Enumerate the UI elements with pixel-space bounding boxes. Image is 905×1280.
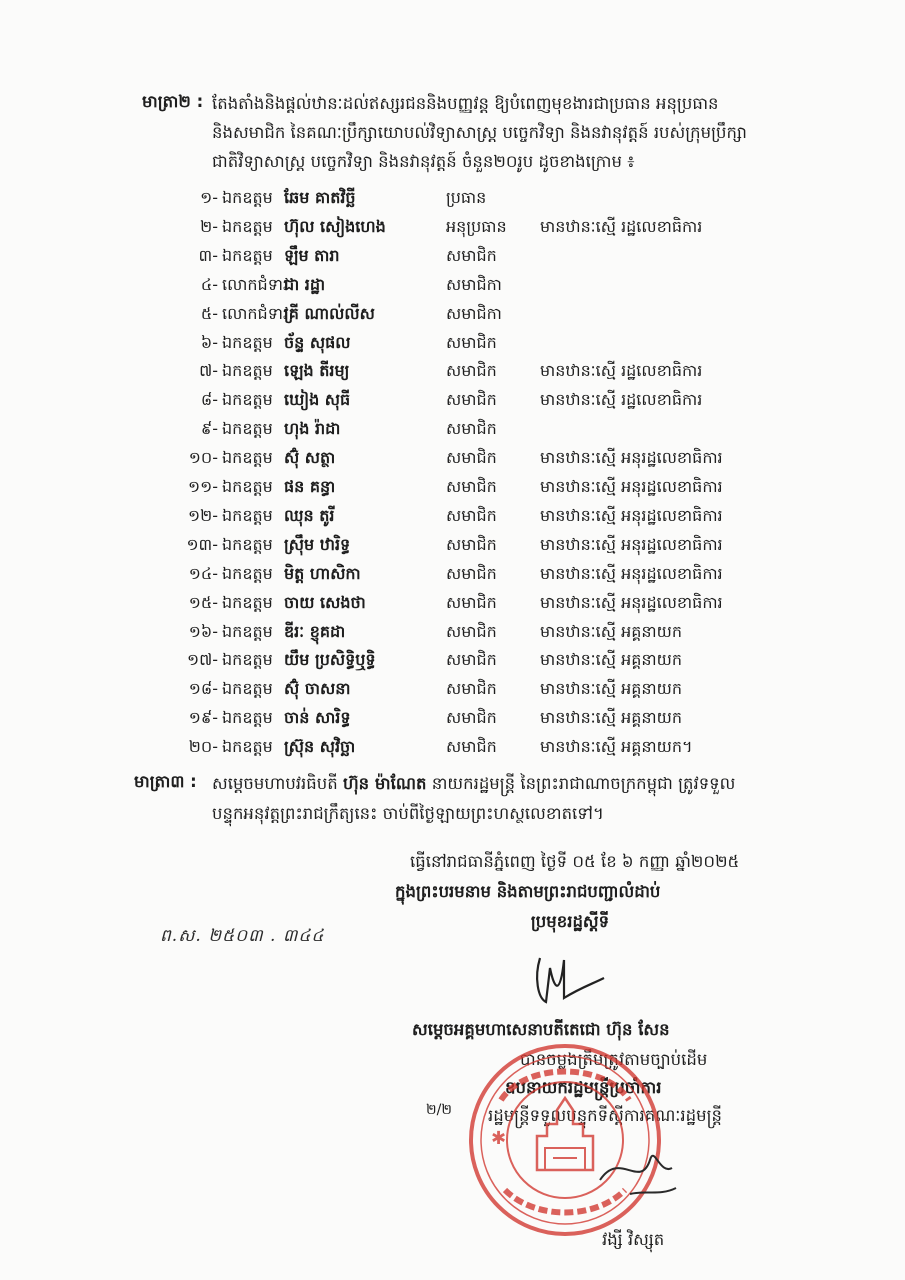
member-name: យឹម ប្រសិទ្ធិឬទ្ធិ (284, 650, 376, 670)
member-number: ៨- (200, 390, 218, 410)
prime-minister-name: ហ៊ុន ម៉ាណែត (342, 774, 427, 793)
member-title: ឯកឧត្តម (222, 245, 273, 265)
member-row (0, 183, 905, 212)
member-title: ឯកឧត្តម (222, 737, 273, 757)
member-rank: មានឋានៈស្មើ អនុរដ្ឋលេខាធិការ (540, 534, 723, 554)
member-name: មិត្ត ហាសិកា (284, 563, 361, 583)
member-number: ២០- (188, 737, 218, 757)
member-name: ច័ន្ទ សុផល (284, 332, 351, 352)
date-line: ធ្វើនៅរាជធានីភ្នំពេញ ថ្ងៃទី ០៥ ខែ ៦ កញ្ញា ឆ្នាំ២០២៥ (410, 852, 740, 871)
member-title: ឯកឧត្តម (222, 650, 273, 670)
member-title: ឯកឧត្តម (222, 563, 273, 583)
member-role: សមាជិក (446, 534, 497, 554)
member-row (0, 241, 905, 270)
member-name: ឡេង តីរម្យ (284, 361, 350, 381)
member-row (0, 356, 905, 385)
member-title: ឯកឧត្តម (222, 621, 273, 641)
signature-mark (520, 948, 610, 1010)
member-number: ១១- (188, 477, 218, 496)
member-row (0, 645, 905, 674)
member-title: លោកជំទាវ (222, 303, 289, 323)
member-name: ហ៊ុល សៀងហេង (284, 216, 386, 236)
member-title: ឯកឧត្តម (222, 448, 273, 468)
member-name: ស្រ៊ឹម ឋារិទ្ធ (284, 534, 351, 554)
member-title: ឯកឧត្តម (222, 534, 273, 554)
member-row (0, 732, 905, 761)
member-role: សមាជិក (446, 650, 497, 670)
article-3-pre: សម្តេចមហាបវរធិបតី (212, 774, 338, 793)
member-name: ផន គន្ធា (284, 477, 336, 496)
member-rank: មានឋានៈស្មើ អនុរដ្ឋលេខាធិការ (540, 592, 723, 612)
member-name: ឆែម គាតវិច្ឆី (284, 188, 356, 207)
member-number: ១៨- (188, 679, 218, 699)
member-title: ឯកឧត្តម (222, 679, 273, 699)
member-rank: មានឋានៈស្មើ រដ្ឋលេខាធិការ (540, 361, 703, 381)
member-number: ១២- (188, 505, 218, 525)
member-title: ឯកឧត្តម (222, 332, 273, 352)
member-title: ឯកឧត្តម (222, 361, 273, 381)
member-role: សមាជិក (446, 361, 497, 381)
on-behalf-line: ក្នុងព្រះបរមនាម និងតាមព្រះរាជបញ្ជាលំដាប់ (395, 882, 661, 901)
member-number: ១៧- (186, 650, 218, 670)
member-row (0, 414, 905, 443)
member-number: ១៥- (188, 592, 218, 612)
member-name: ជា រដ្ឋា (284, 274, 326, 294)
member-name: ហុង រ៉ាដា (284, 419, 341, 439)
member-number: ៦- (200, 332, 218, 352)
article-2-line-1: តែងតាំងនិងផ្តល់ឋានៈដល់ឥស្សរជននិងបញ្ញវន្ត ឱ្យបំពេញមុខងារជាប្រធាន អនុប្រធាន (212, 94, 719, 113)
member-role: សមាជិក (446, 448, 497, 468)
member-rank: មានឋានៈស្មើ រដ្ឋលេខាធិការ (540, 216, 703, 236)
member-title: ឯកឧត្តម (222, 216, 273, 236)
member-title: ឯកឧត្តម (222, 592, 273, 612)
certified-copy: បានចម្លងត្រឹមត្រូវតាមច្បាប់ដើម (520, 1050, 708, 1069)
member-role: សមាជិក (446, 419, 497, 439)
member-row (0, 674, 905, 703)
chair-title: ប្រមុខរដ្ឋស្តីទី (530, 912, 610, 931)
member-name: ចាយ សេងថា (284, 592, 366, 612)
member-rank: មានឋានៈស្មើ អគ្គនាយក (540, 650, 682, 670)
page-number: ២/២ (426, 1102, 452, 1118)
member-name: ឈុន តូរី (284, 505, 335, 525)
member-role: សមាជិក (446, 332, 497, 352)
member-role: សមាជិក (446, 592, 497, 612)
member-number: ១៩- (188, 708, 218, 728)
member-rank: មានឋានៈស្មើ អនុរដ្ឋលេខាធិការ (540, 448, 723, 468)
member-row (0, 299, 905, 328)
member-title: ឯកឧត្តម (222, 708, 273, 728)
member-rank: មានឋានៈស្មើ អគ្គនាយក (540, 679, 682, 699)
member-number: ៩- (200, 419, 218, 439)
member-title: ឯកឧត្តម (222, 419, 273, 439)
svg-text:✱: ✱ (491, 1128, 507, 1149)
article-3-label: មាត្រា៣ : (134, 772, 197, 791)
member-number: ១៣- (186, 534, 218, 554)
member-row (0, 703, 905, 732)
article-2-label: មាត្រា២ : (142, 92, 204, 111)
member-number: ១៦- (188, 621, 218, 641)
member-title: ឯកឧត្តម (222, 505, 273, 525)
member-role: សមាជិក (446, 477, 497, 496)
member-role: សមាជិកា (446, 274, 502, 294)
signatory-name: សម្តេចអគ្គមហាសេនាបតីតេជោ ហ៊ុន សែន (412, 1020, 670, 1039)
member-title: ឯកឧត្តម (222, 390, 273, 410)
member-name: គ្រី ណាល់លីស (284, 303, 375, 323)
member-rank: មានឋានៈស្មើ អនុរដ្ឋលេខាធិការ (540, 563, 723, 583)
member-rank: មានឋានៈស្មើ អនុរដ្ឋលេខាធិការ (540, 505, 723, 525)
member-row (0, 385, 905, 414)
article-3-line-2: បន្ទុកអនុវត្តព្រះរាជក្រឹត្យនេះ ចាប់ពីថ្ងៃឡាយព្រះហស្ថលេខាតទៅ។ (212, 804, 604, 823)
member-role: សមាជិក (446, 505, 497, 525)
member-role: សមាជិកា (446, 303, 502, 323)
member-number: ៧- (199, 361, 218, 381)
member-rank: មានឋានៈស្មើ អគ្គនាយក។ (540, 737, 693, 757)
member-rank: មានឋានៈស្មើ អនុរដ្ឋលេខាធិការ (540, 477, 723, 496)
member-role: សមាជិក (446, 621, 497, 641)
article-3-line-1 (212, 770, 735, 798)
member-row (0, 588, 905, 617)
member-number: ៥- (200, 303, 218, 323)
member-name: ស្រ៊ុន សុវិច្ឆា (284, 737, 356, 757)
member-rank: មានឋានៈស្មើ អគ្គនាយក (540, 621, 682, 641)
member-row (0, 501, 905, 530)
minister-name: វង្សី វិស្សុត (602, 1230, 665, 1249)
member-row (0, 472, 905, 501)
minister-signature-mark (590, 1130, 680, 1200)
member-rank: មានឋានៈស្មើ រដ្ឋលេខាធិការ (540, 390, 703, 410)
member-number: ១- (200, 188, 218, 207)
member-row (0, 617, 905, 646)
member-name: ឌីរៈ ខ្ញុគដា (284, 621, 346, 641)
member-title: លោកជំទាវ (222, 274, 289, 294)
member-row (0, 328, 905, 357)
article-2-line-2: និងសមាជិក នៃគណៈប្រឹក្សាយោបល់វិទ្យាសាស្ត្រ បច្ចេកវិទ្យា និងនវានុវត្តន៍ របស់ក្រុមប្រឹក្សា (212, 123, 747, 142)
member-rank: មានឋានៈស្មើ អគ្គនាយក (540, 708, 682, 728)
member-row (0, 530, 905, 559)
member-role: អនុប្រធាន (446, 216, 507, 236)
article-3-post: នាយករដ្ឋមន្ត្រី នៃព្រះរាជាណាចក្រកម្ពុជា ត្រូវទទួល (431, 774, 736, 793)
member-name: ស៊ុំ សត្ថា (284, 448, 336, 468)
member-name: ឡឹម តារា (284, 245, 340, 265)
member-name: ឃៀង សុធី (284, 390, 351, 410)
member-name: ចាន់ សារិទ្ធ (284, 708, 351, 728)
member-row (0, 443, 905, 472)
member-number: ៤- (200, 274, 218, 294)
member-title: ឯកឧត្តម (222, 188, 273, 207)
member-number: ២- (200, 216, 218, 236)
member-role: សមាជិក (446, 679, 497, 699)
member-number: ៣- (198, 245, 218, 265)
handwritten-reference: ព.ស. ២៥០៣ . ៣៤៤ (160, 926, 325, 946)
member-row (0, 212, 905, 241)
member-role: សមាជិក (446, 737, 497, 757)
member-number: ១៤- (188, 563, 218, 583)
member-role: សមាជិក (446, 245, 497, 265)
member-role: សមាជិក (446, 390, 497, 410)
member-row (0, 270, 905, 299)
member-row (0, 559, 905, 588)
member-role: ប្រធាន (446, 188, 487, 207)
director-title: ឧបនាយករដ្ឋមន្ត្រីប្រចាំការ (505, 1078, 662, 1097)
member-number: ១០- (188, 448, 218, 468)
member-role: សមាជិក (446, 563, 497, 583)
member-title: ឯកឧត្តម (222, 477, 273, 496)
article-2-line-3: ជាតិវិទ្យាសាស្ត្រ បច្ចេកវិទ្យា និងនវានុវត្តន៍ ចំនួន២០រូប ដូចខាងក្រោម ៖ (212, 152, 635, 171)
member-name: ស៊ុំ ចាសនា (284, 679, 351, 699)
member-role: សមាជិក (446, 708, 497, 728)
ministry-title: រដ្ឋមន្ត្រីទទួលបន្ទុកទីស្តីការគណៈរដ្ឋមន្ត្រី (488, 1106, 723, 1125)
